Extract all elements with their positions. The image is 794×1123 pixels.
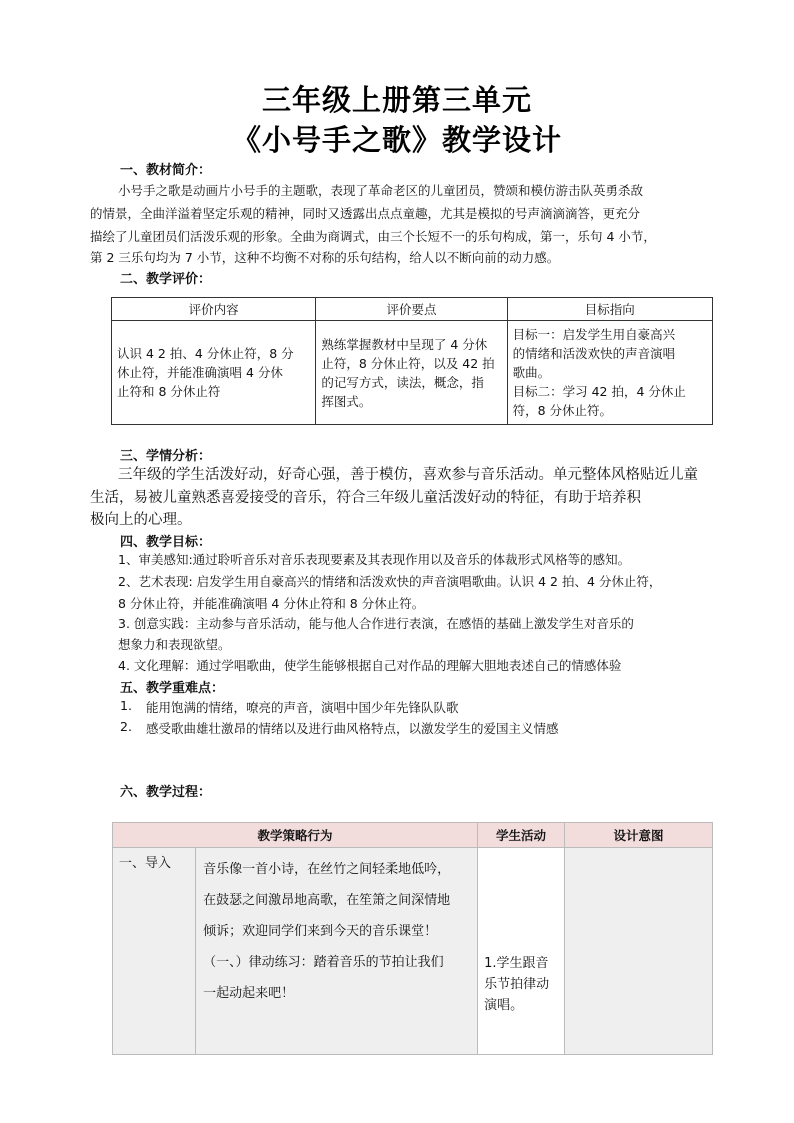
section-heading-keypoints: 五、教学重难点： bbox=[120, 681, 225, 696]
cell-line: 目标二：学习 42 拍，4 分休止 bbox=[512, 384, 686, 399]
evaluation-content-cell bbox=[112, 321, 316, 425]
cell-line: 熟练掌握教材中呈现了 4 分休 bbox=[321, 336, 488, 352]
process-table bbox=[112, 822, 713, 1055]
strategy-line: 音乐像一首小诗，在丝竹之间轻柔地低吟， bbox=[203, 862, 451, 877]
table-header-cell: 学生活动 bbox=[478, 823, 565, 848]
section-heading-analysis: 三、学情分析： bbox=[120, 449, 212, 464]
strategy-line: 在鼓瑟之间激昂地高歌，在笙箫之间深情地 bbox=[203, 893, 451, 908]
cell-line: 的情绪和活泼欢快的声音演唱 bbox=[512, 346, 676, 361]
cell-line: 的记写方式，读法，概念，指 bbox=[321, 374, 484, 390]
document-subtitle: 《小号手之歌》教学设计 bbox=[231, 123, 562, 157]
table-header-cell: 设计意图 bbox=[565, 823, 713, 848]
cell-line: 休止符，并能准确演唱 4 分休 bbox=[117, 365, 283, 380]
keypoint-text: 能用饱满的情绪，嘹亮的声音，演唱中国少年先锋队队歌 bbox=[146, 700, 459, 715]
cell-line: 演唱。 bbox=[484, 998, 524, 1013]
objective-line: 2、艺术表现: 启发学生用自豪高兴的情绪和活泼欢快的声音演唱歌曲。认识 4 2 拍、4 分休止符， bbox=[118, 574, 662, 589]
step-label-cell: 一、导入 bbox=[113, 848, 196, 1055]
table-row bbox=[113, 848, 713, 1055]
keypoint-text: 感受歌曲雄壮激昂的情绪以及进行曲风格特点，以激发学生的爱国主义情感 bbox=[146, 721, 559, 736]
objective-line: 1、审美感知:通过聆听音乐对音乐表现要素及其表现作用以及音乐的体裁形式风格等的感知。 bbox=[118, 552, 631, 567]
section-heading-objectives: 四、教学目标： bbox=[120, 535, 212, 550]
strategy-cell bbox=[196, 848, 478, 1055]
strategy-line: 一起动起来吧！ bbox=[203, 986, 295, 1001]
strategy-line: 倾诉；欢迎同学们来到今天的音乐课堂！ bbox=[203, 924, 438, 939]
section-heading-evaluation: 二、教学评价： bbox=[120, 272, 212, 287]
table-header-cell: 教学策略行为 bbox=[113, 823, 478, 848]
keypoint-number: 2. bbox=[120, 719, 132, 734]
student-activity-cell bbox=[478, 848, 565, 1055]
table-header-row bbox=[113, 823, 713, 848]
cell-line: 符，8 分休止符。 bbox=[512, 403, 613, 418]
materials-line: 第 2 三乐句均为 7 小节，这种不均衡不对称的乐句结构，给人以不断向前的动力感。 bbox=[90, 250, 560, 265]
objective-line: 想象力和表现欲望。 bbox=[118, 637, 231, 652]
analysis-line: 生活，易被儿童熟悉喜爱接受的音乐，符合三年级儿童活泼好动的特征，有助于培养积 bbox=[90, 490, 641, 506]
table-header-cell: 评价要点 bbox=[316, 298, 507, 321]
table-header-row bbox=[112, 298, 713, 321]
analysis-line: 三年级的学生活泼好动，好奇心强，善于模仿，喜欢参与音乐活动。单元整体风格贴近儿童 bbox=[118, 467, 698, 483]
evaluation-target-cell bbox=[507, 321, 712, 425]
table-header-cell: 目标指向 bbox=[507, 298, 712, 321]
strategy-line: （一、）律动练习：踏着音乐的节拍让我们 bbox=[203, 955, 444, 970]
cell-line: 认识 4 2 拍、4 分休止符，8 分 bbox=[117, 346, 294, 361]
analysis-line: 极向上的心理。 bbox=[90, 512, 192, 528]
section-heading-process: 六、教学过程： bbox=[120, 785, 212, 800]
cell-line: 目标一：启发学生用自豪高兴 bbox=[512, 327, 676, 342]
cell-line: 乐节拍律动 bbox=[484, 977, 550, 992]
cell-line: 1.学生跟音 bbox=[484, 956, 549, 971]
section-heading-materials: 一、教材简介： bbox=[120, 163, 212, 178]
evaluation-points-cell bbox=[316, 321, 507, 425]
cell-line: 止符和 8 分休止符 bbox=[117, 384, 221, 399]
cell-line: 挥图式。 bbox=[321, 393, 372, 409]
objective-line: 3. 创意实践：主动参与音乐活动，能与他人合作进行表演，在感悟的基础上激发学生对音乐的 bbox=[118, 616, 634, 631]
objective-line: 4. 文化理解：通过学唱歌曲，使学生能够根据自己对作品的理解大胆地表述自己的情感体验 bbox=[118, 658, 622, 673]
cell-line: 止符，8 分休止符，以及 42 拍 bbox=[321, 355, 495, 371]
materials-line: 小号手之歌是动画片小号手的主题歌，表现了革命老区的儿童团员，赞颂和模仿游击队英勇杀敌 bbox=[118, 183, 644, 198]
cell-line: 歌曲。 bbox=[512, 365, 551, 380]
materials-line: 的情景，全曲洋溢着坚定乐观的精神，同时又透露出点点童趣，尤其是模拟的号声滴滴滴答，更充分 bbox=[90, 206, 641, 221]
keypoint-number: 1. bbox=[120, 698, 132, 713]
table-row bbox=[112, 321, 713, 425]
document-title: 三年级上册第三单元 bbox=[261, 83, 532, 117]
design-intent-cell bbox=[565, 848, 713, 1055]
materials-line: 描绘了儿童团员们活泼乐观的形象。全曲为商调式，由三个长短不一的乐句构成，第一，乐句 4 小节， bbox=[90, 229, 656, 244]
evaluation-table bbox=[111, 297, 713, 425]
table-header-cell: 评价内容 bbox=[112, 298, 316, 321]
objective-line: 8 分休止符，并能准确演唱 4 分休止符和 8 分休止符。 bbox=[118, 596, 425, 611]
